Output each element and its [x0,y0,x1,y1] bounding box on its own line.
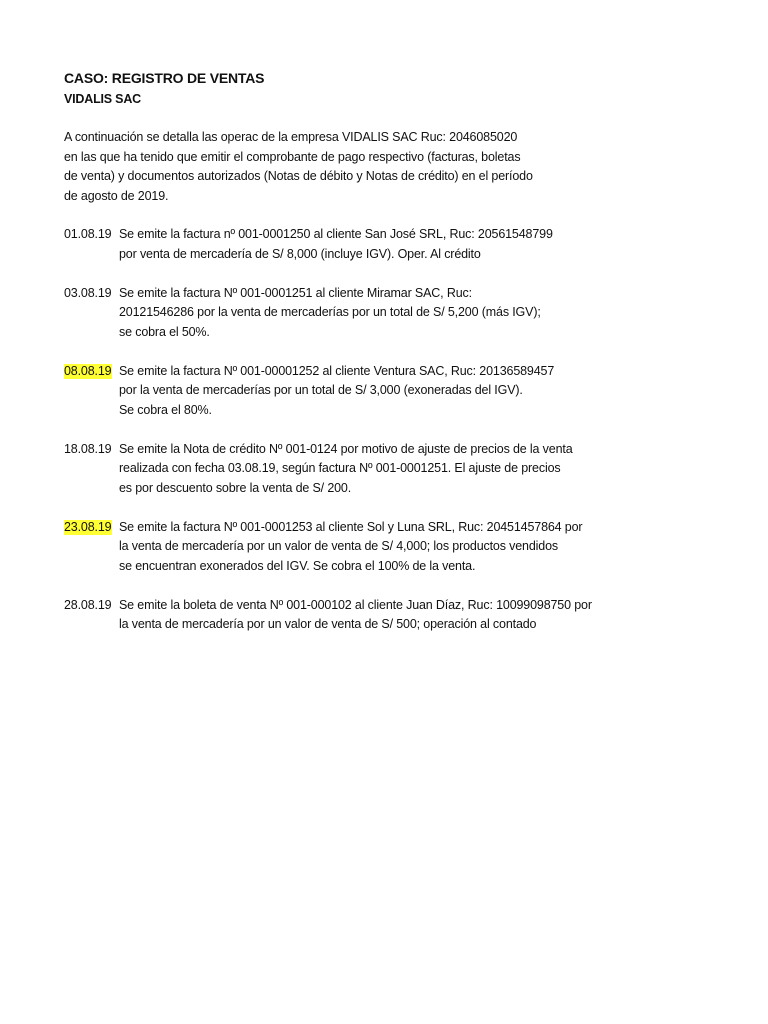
operation-entry [64,596,664,635]
operation-date: 28.08.19 [64,597,112,612]
operation-line: Se emite la factura Nº 001-0001253 al cliente Sol y Luna SRL, Ruc: 20451457864 por [119,519,583,534]
operations-list [64,225,664,635]
intro-line: A continuación se detalla las operac de la empresa VIDALIS SAC Ruc: 2046085020 [64,130,518,144]
intro-paragraph [64,128,664,206]
operation-line: Se emite la factura nº 001-0001250 al cliente San José SRL, Ruc: 20561548799 [119,227,553,241]
operation-line: se cobra el 50%. [119,324,210,339]
operation-entry [64,440,664,499]
operation-line: la venta de mercadería por un valor de venta de S/ 500; operación al contado [119,617,537,631]
intro-line: de agosto de 2019. [64,188,169,203]
operation-description [119,440,573,499]
operation-date: 01.08.19 [64,227,112,241]
operation-line: Se emite la factura Nº 001-0001251 al cliente Miramar SAC, Ruc: [119,285,472,300]
operation-date: 18.08.19 [64,441,112,456]
intro-line: en las que ha tenido que emitir el comprobante de pago respectivo (facturas, boletas [64,149,521,164]
operation-line: 20121546286 por la venta de mercaderías por un total de S/ 5,200 (más IGV); [119,305,541,319]
operation-line: Se emite la boleta de venta Nº 001-000102 al cliente Juan Díaz, Ruc: 10099098750 por [119,597,592,612]
company-name: VIDALIS SAC [64,92,141,106]
operation-entry [64,362,664,421]
document-title: CASO: REGISTRO DE VENTAS [64,70,265,86]
operation-date-highlighted: 23.08.19 [64,519,112,534]
operation-date: 03.08.19 [64,285,112,300]
operation-description [119,284,541,343]
operation-line: se encuentran exonerados del IGV. Se cobra el 100% de la venta. [119,558,476,573]
operation-description [119,225,553,264]
operation-line: la venta de mercadería por un valor de venta de S/ 4,000; los productos vendidos [119,539,558,553]
operation-description [119,596,592,635]
operation-entry [64,284,664,343]
operation-line: Se cobra el 80%. [119,402,212,417]
operation-line: realizada con fecha 03.08.19, según factura Nº 001-0001251. El ajuste de precios [119,461,561,475]
operation-description [119,362,554,421]
operation-line: es por descuento sobre la venta de S/ 200. [119,480,352,495]
operation-line: Se emite la Nota de crédito Nº 001-0124 por motivo de ajuste de precios de la venta [119,441,573,456]
operation-line: por venta de mercadería de S/ 8,000 (incluye IGV). Oper. Al crédito [119,246,481,261]
operation-date-highlighted: 08.08.19 [64,363,112,378]
operation-entry [64,518,664,577]
operation-description [119,518,582,577]
operation-line: Se emite la factura Nº 001-00001252 al cliente Ventura SAC, Ruc: 20136589457 [119,363,555,378]
operation-entry [64,225,664,264]
intro-line: de venta) y documentos autorizados (Notas de débito y Notas de crédito) en el período [64,169,533,183]
operation-line: por la venta de mercaderías por un total de S/ 3,000 (exoneradas del IGV). [119,383,523,397]
document-content [64,68,664,654]
